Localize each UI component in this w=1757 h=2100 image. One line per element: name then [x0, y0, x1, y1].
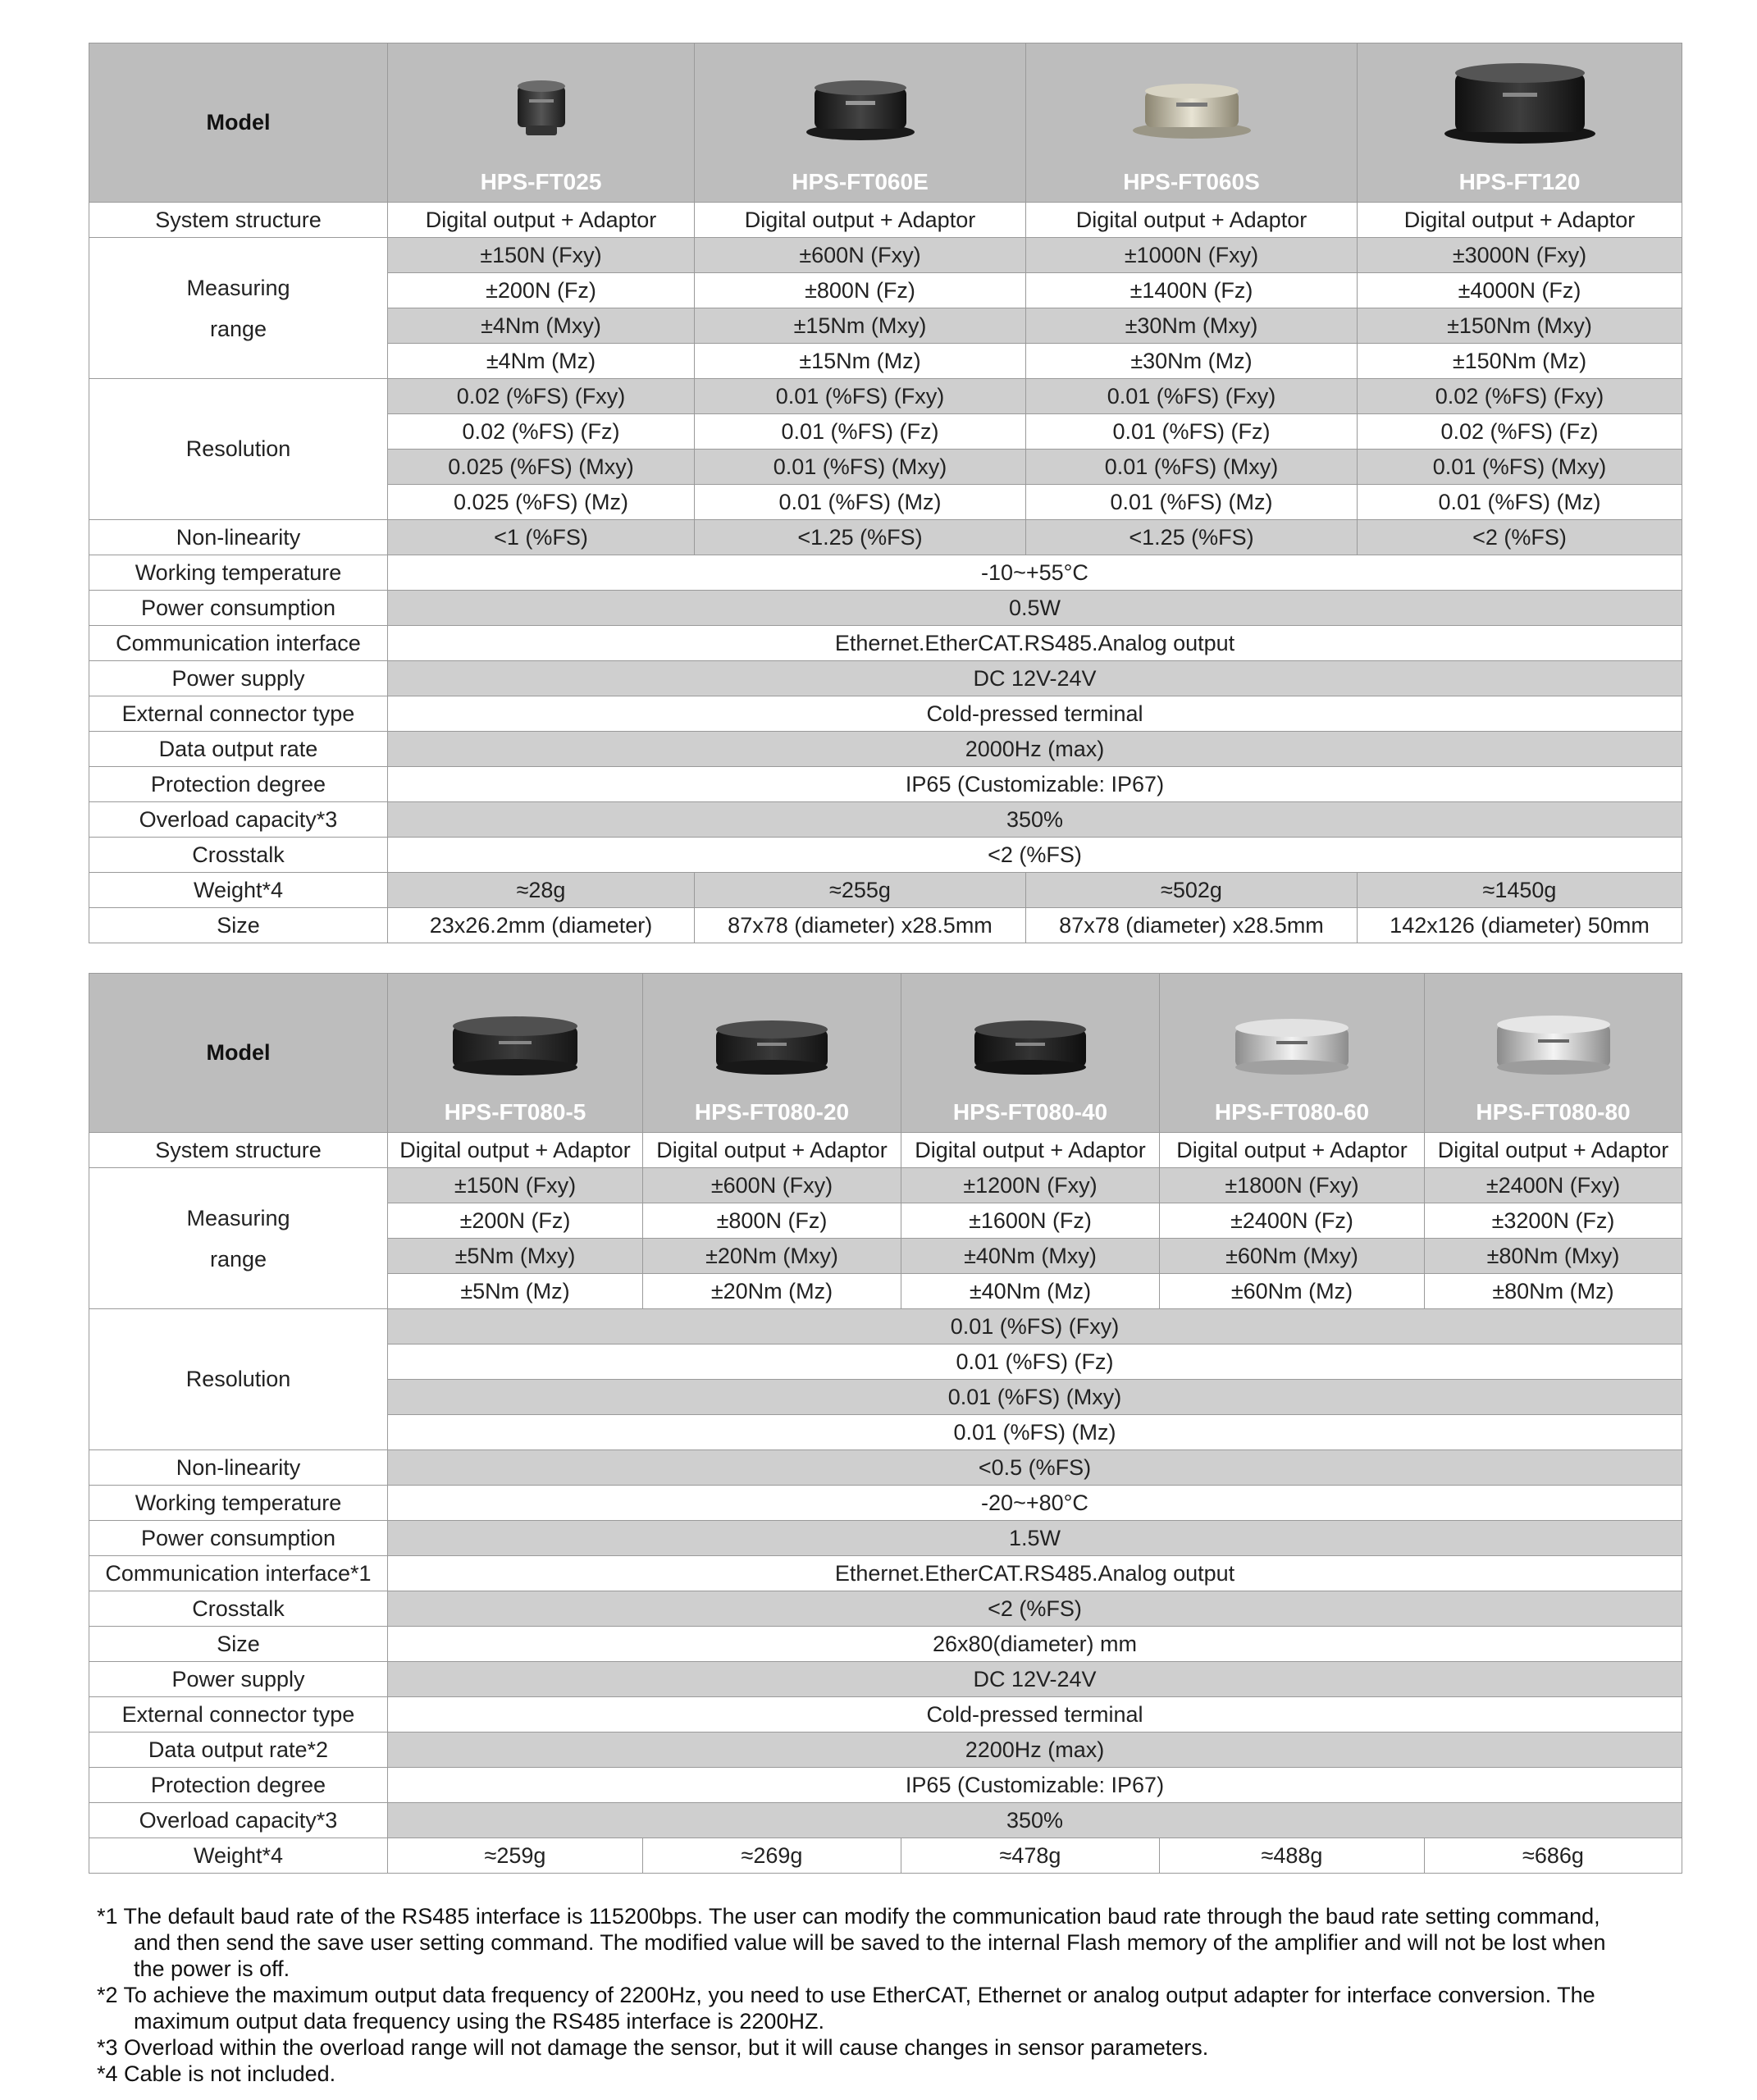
product-name: HPS-FT080-20	[694, 1099, 850, 1125]
footnote-line: the power is off.	[134, 1956, 290, 1981]
row-label: Weight*4	[89, 1838, 388, 1874]
model-label: Model	[89, 43, 388, 203]
cell: 0.01 (%FS) (Fxy)	[695, 379, 1026, 414]
cell: Cold-pressed terminal	[388, 1697, 1682, 1732]
footnote-line: and then send the save user setting command. The modified value will be saved to the internal Flash memory of the amplifier and will not be lost when	[134, 1930, 1606, 1955]
row-label: Crosstalk	[89, 838, 388, 873]
cell: 0.02 (%FS) (Fz)	[388, 414, 695, 450]
row-resolution	[89, 1309, 1682, 1344]
cell: <2 (%FS)	[1358, 520, 1682, 555]
row-label: Power supply	[89, 661, 388, 696]
cell: <1.25 (%FS)	[695, 520, 1026, 555]
cell: ±5Nm (Mxy)	[388, 1239, 643, 1274]
cell: ±2400N (Fxy)	[1425, 1168, 1682, 1203]
cell: ±1000N (Fxy)	[1026, 238, 1358, 273]
row-label: Overload capacity*3	[89, 802, 388, 838]
cell: ±1800N (Fxy)	[1160, 1168, 1425, 1203]
row-label: External connector type	[89, 1697, 388, 1732]
cell: 26x80(diameter) mm	[388, 1627, 1682, 1662]
row-power-supply	[89, 661, 1682, 696]
row-label: Non-linearity	[89, 1450, 388, 1486]
cell: DC 12V-24V	[388, 1662, 1682, 1697]
row-label: Size	[89, 1627, 388, 1662]
label-line: range	[209, 1246, 267, 1271]
footnote-line: maximum output data frequency using the RS485 interface is 2200HZ.	[134, 2009, 824, 2034]
cell: 2000Hz (max)	[388, 732, 1682, 767]
row-label: Size	[89, 908, 388, 943]
spec-table-2	[89, 973, 1682, 1874]
model-label: Model	[89, 974, 388, 1133]
cell: IP65 (Customizable: IP67)	[388, 767, 1682, 802]
spec-table-1	[89, 43, 1682, 943]
cell: ≈488g	[1160, 1838, 1425, 1874]
cell: 0.01 (%FS) (Mz)	[1358, 485, 1682, 520]
row-weight	[89, 1838, 1682, 1874]
row-power-supply	[89, 1662, 1682, 1697]
cell: ±30Nm (Mxy)	[1026, 308, 1358, 344]
cell: ±150N (Fxy)	[388, 238, 695, 273]
cell: 0.025 (%FS) (Mz)	[388, 485, 695, 520]
product-column-header	[1425, 974, 1682, 1133]
product-column-header	[388, 974, 643, 1133]
cell: ±4Nm (Mxy)	[388, 308, 695, 344]
product-name: HPS-FT080-60	[1214, 1099, 1370, 1125]
sensor-product-image	[1492, 1013, 1615, 1077]
row-protection-degree	[89, 1768, 1682, 1803]
cell: 0.01 (%FS) (Mxy)	[1358, 450, 1682, 485]
cell: -10~+55°C	[388, 555, 1682, 591]
row-label: Non-linearity	[89, 520, 388, 555]
cell: 0.025 (%FS) (Mxy)	[388, 450, 695, 485]
row-label: Data output rate*2	[89, 1732, 388, 1768]
cell: ±150Nm (Mz)	[1358, 344, 1682, 379]
cell: 87x78 (diameter) x28.5mm	[1026, 908, 1358, 943]
sensor-product-image	[713, 1020, 831, 1077]
cell: 2200Hz (max)	[388, 1732, 1682, 1768]
cell: 0.01 (%FS) (Fz)	[695, 414, 1026, 450]
row-data-output-rate	[89, 732, 1682, 767]
cell: ±40Nm (Mxy)	[901, 1239, 1160, 1274]
cell: <0.5 (%FS)	[388, 1450, 1682, 1486]
row-overload-capacity	[89, 1803, 1682, 1838]
row-communication-interface	[89, 626, 1682, 661]
cell: 0.02 (%FS) (Fxy)	[1358, 379, 1682, 414]
cell: Digital output + Adaptor	[643, 1133, 901, 1168]
row-system-structure	[89, 1133, 1682, 1168]
row-label: Power consumption	[89, 591, 388, 626]
cell: ±15Nm (Mz)	[695, 344, 1026, 379]
cell: IP65 (Customizable: IP67)	[388, 1768, 1682, 1803]
cell: 0.01 (%FS) (Fxy)	[388, 1309, 1682, 1344]
row-size	[89, 908, 1682, 943]
row-measuring-range	[89, 238, 1682, 273]
cell: ±80Nm (Mxy)	[1425, 1239, 1682, 1274]
cell: Digital output + Adaptor	[1026, 203, 1358, 238]
cell: 1.5W	[388, 1521, 1682, 1556]
row-label: Crosstalk	[89, 1591, 388, 1627]
cell: ±20Nm (Mz)	[643, 1274, 901, 1309]
row-label: Weight*4	[89, 873, 388, 908]
cell: ±40Nm (Mz)	[901, 1274, 1160, 1309]
product-name: HPS-FT060S	[1123, 169, 1260, 194]
row-label: Working temperature	[89, 555, 388, 591]
cell: ±150Nm (Mxy)	[1358, 308, 1682, 344]
cell: 0.01 (%FS) (Fxy)	[1026, 379, 1358, 414]
cell: ≈269g	[643, 1838, 901, 1874]
row-protection-degree	[89, 767, 1682, 802]
cell: 0.02 (%FS) (Fz)	[1358, 414, 1682, 450]
cell: Digital output + Adaptor	[695, 203, 1026, 238]
cell: 350%	[388, 1803, 1682, 1838]
row-size	[89, 1627, 1682, 1662]
cell: -20~+80°C	[388, 1486, 1682, 1521]
row-label: System structure	[89, 203, 388, 238]
cell: ≈478g	[901, 1838, 1160, 1874]
cell: 350%	[388, 802, 1682, 838]
cell: ±3200N (Fz)	[1425, 1203, 1682, 1239]
cell: 0.01 (%FS) (Mz)	[695, 485, 1026, 520]
row-label-resolution: Resolution	[89, 1309, 388, 1450]
cell: ±200N (Fz)	[388, 273, 695, 308]
cell: 0.01 (%FS) (Mxy)	[388, 1380, 1682, 1415]
cell: Digital output + Adaptor	[1425, 1133, 1682, 1168]
row-working-temperature	[89, 1486, 1682, 1521]
product-column-header	[695, 43, 1026, 203]
row-measuring-range	[89, 1168, 1682, 1203]
cell: <1 (%FS)	[388, 520, 695, 555]
cell: 23x26.2mm (diameter)	[388, 908, 695, 943]
cell: 87x78 (diameter) x28.5mm	[695, 908, 1026, 943]
footnotes	[97, 1903, 1705, 2087]
sensor-product-image	[450, 1015, 581, 1077]
product-column-header	[643, 974, 901, 1133]
sensor-product-image	[803, 76, 918, 142]
row-crosstalk	[89, 838, 1682, 873]
cell: Ethernet.EtherCAT.RS485.Analog output	[388, 1556, 1682, 1591]
row-overload-capacity	[89, 802, 1682, 838]
cell: ±60Nm (Mz)	[1160, 1274, 1425, 1309]
cell: ±2400N (Fz)	[1160, 1203, 1425, 1239]
cell: ±150N (Fxy)	[388, 1168, 643, 1203]
cell: Cold-pressed terminal	[388, 696, 1682, 732]
sensor-product-image	[1130, 80, 1253, 140]
sensor-product-image	[1442, 60, 1598, 145]
product-name: HPS-FT025	[480, 169, 602, 194]
cell: ±600N (Fxy)	[695, 238, 1026, 273]
cell: DC 12V-24V	[388, 661, 1682, 696]
footnote-line: *1 The default baud rate of the RS485 interface is 115200bps. The user can modify the communication baud rate through the baud rate setting command,	[97, 1904, 1600, 1929]
cell: ≈1450g	[1358, 873, 1682, 908]
cell: 0.5W	[388, 591, 1682, 626]
row-label: Communication interface*1	[89, 1556, 388, 1591]
row-resolution	[89, 379, 1682, 414]
sensor-product-image	[513, 78, 570, 137]
cell: <2 (%FS)	[388, 1591, 1682, 1627]
cell: ±5Nm (Mz)	[388, 1274, 643, 1309]
row-non-linearity	[89, 1450, 1682, 1486]
row-label: Protection degree	[89, 1768, 388, 1803]
cell: ±3000N (Fxy)	[1358, 238, 1682, 273]
row-system-structure	[89, 203, 1682, 238]
cell: ≈28g	[388, 873, 695, 908]
cell: 0.02 (%FS) (Fxy)	[388, 379, 695, 414]
row-label-measuring-range	[89, 238, 388, 379]
row-working-temperature	[89, 555, 1682, 591]
row-label-measuring-range	[89, 1168, 388, 1309]
cell: ±4Nm (Mz)	[388, 344, 695, 379]
product-name: HPS-FT080-5	[444, 1099, 586, 1125]
cell: 142x126 (diameter) 50mm	[1358, 908, 1682, 943]
sensor-product-image	[1230, 1016, 1353, 1077]
cell: Digital output + Adaptor	[388, 1133, 643, 1168]
label-line: Measuring	[186, 1205, 290, 1230]
cell: ±20Nm (Mxy)	[643, 1239, 901, 1274]
product-name: HPS-FT080-80	[1476, 1099, 1631, 1125]
cell: 0.01 (%FS) (Mz)	[1026, 485, 1358, 520]
row-label: System structure	[89, 1133, 388, 1168]
cell: Digital output + Adaptor	[1160, 1133, 1425, 1168]
cell: ±60Nm (Mxy)	[1160, 1239, 1425, 1274]
row-label: Overload capacity*3	[89, 1803, 388, 1838]
cell: ±800N (Fz)	[695, 273, 1026, 308]
cell: ±15Nm (Mxy)	[695, 308, 1026, 344]
row-label: Power supply	[89, 1662, 388, 1697]
cell: Digital output + Adaptor	[388, 203, 695, 238]
row-data-output-rate	[89, 1732, 1682, 1768]
footnote-3: *3 Overload within the overload range will not damage the sensor, but it will cause changes in sensor parameters.	[97, 2035, 1209, 2060]
product-column-header	[1026, 43, 1358, 203]
row-communication-interface	[89, 1556, 1682, 1591]
cell: 0.01 (%FS) (Mz)	[388, 1415, 1682, 1450]
cell: Digital output + Adaptor	[901, 1133, 1160, 1168]
cell: ≈255g	[695, 873, 1026, 908]
footnote-2	[97, 1982, 1705, 2034]
cell: 0.01 (%FS) (Fz)	[1026, 414, 1358, 450]
row-crosstalk	[89, 1591, 1682, 1627]
product-name: HPS-FT060E	[792, 169, 929, 194]
row-external-connector	[89, 1697, 1682, 1732]
cell: ≈502g	[1026, 873, 1358, 908]
product-name: HPS-FT120	[1458, 169, 1581, 194]
row-label-resolution: Resolution	[89, 379, 388, 520]
row-power-consumption	[89, 591, 1682, 626]
footnote-line: *2 To achieve the maximum output data frequency of 2200Hz, you need to use EtherCAT, Ethernet or analog output adapter for interface conversion. The	[97, 1983, 1595, 2007]
product-column-header	[1358, 43, 1682, 203]
cell: 0.01 (%FS) (Fz)	[388, 1344, 1682, 1380]
row-label: Communication interface	[89, 626, 388, 661]
cell: ±1600N (Fz)	[901, 1203, 1160, 1239]
product-name: HPS-FT080-40	[952, 1099, 1108, 1125]
cell: ±1200N (Fxy)	[901, 1168, 1160, 1203]
cell: ±200N (Fz)	[388, 1203, 643, 1239]
cell: ±600N (Fxy)	[643, 1168, 901, 1203]
row-external-connector	[89, 696, 1682, 732]
header-row	[89, 974, 1682, 1133]
cell: ±4000N (Fz)	[1358, 273, 1682, 308]
header-row	[89, 43, 1682, 203]
cell: Ethernet.EtherCAT.RS485.Analog output	[388, 626, 1682, 661]
label-line: Measuring	[186, 275, 290, 300]
cell: ±800N (Fz)	[643, 1203, 901, 1239]
cell: Digital output + Adaptor	[1358, 203, 1682, 238]
footnote-1	[97, 1903, 1705, 1982]
row-label: Data output rate	[89, 732, 388, 767]
cell: 0.01 (%FS) (Mxy)	[695, 450, 1026, 485]
sensor-product-image	[971, 1020, 1089, 1077]
row-weight	[89, 873, 1682, 908]
cell: <2 (%FS)	[388, 838, 1682, 873]
cell: ±30Nm (Mz)	[1026, 344, 1358, 379]
row-label: Working temperature	[89, 1486, 388, 1521]
row-label: Protection degree	[89, 767, 388, 802]
footnote-4: *4 Cable is not included.	[97, 2061, 336, 2086]
product-column-header	[901, 974, 1160, 1133]
product-column-header	[388, 43, 695, 203]
row-label: External connector type	[89, 696, 388, 732]
row-power-consumption	[89, 1521, 1682, 1556]
cell: ≈259g	[388, 1838, 643, 1874]
cell: 0.01 (%FS) (Mxy)	[1026, 450, 1358, 485]
product-column-header	[1160, 974, 1425, 1133]
row-non-linearity	[89, 520, 1682, 555]
cell: ≈686g	[1425, 1838, 1682, 1874]
cell: ±1400N (Fz)	[1026, 273, 1358, 308]
cell: <1.25 (%FS)	[1026, 520, 1358, 555]
cell: ±80Nm (Mz)	[1425, 1274, 1682, 1309]
label-line: range	[209, 316, 267, 341]
row-label: Power consumption	[89, 1521, 388, 1556]
